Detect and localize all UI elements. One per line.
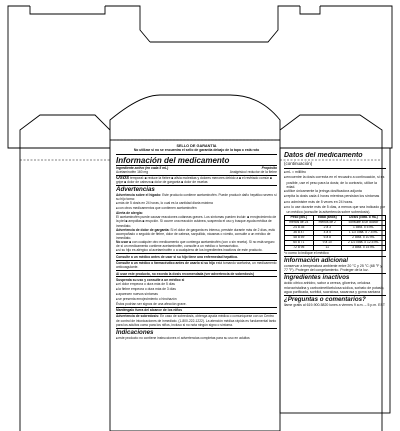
warnings-heading: Advertencias bbox=[116, 185, 277, 193]
directions-item: ■ mL = mililitro bbox=[284, 170, 386, 175]
table-cell: 2 a 3 bbox=[313, 226, 341, 231]
continued-heading-sub: (continuación) bbox=[284, 161, 313, 166]
liver-warning bbox=[116, 193, 277, 201]
table-cell: 48 a 59 bbox=[285, 235, 314, 240]
ask-pharmacist-text: está tomando warfarina, un medicamento anticoagulante. bbox=[116, 261, 277, 270]
allergy-alert-text: El acetaminofén puede causar reacciones cutáneas graves. Los síntomas pueden incluir: ■ enrojecimiento de la piel ■ ampollas ■ erupción. Si ocurre una reacción cutánea, suspenda el uso y busque ayuda médica de inmediato. bbox=[116, 215, 277, 228]
directions-item: ■ este producto no contiene instrucciones ni advertencias completas para su uso en adultos bbox=[116, 336, 277, 341]
directions-heading: Indicaciones bbox=[116, 328, 277, 336]
do-not-use-item: ■ si su hijo es alérgico al acetaminofén o a cualquiera de los ingredientes inactivos de este producto. bbox=[116, 248, 277, 253]
drug-facts-continued-panel bbox=[284, 152, 386, 407]
table-row bbox=[285, 245, 386, 250]
directions-item: ■ repita la dosis cada 4 horas mientras persistan los síntomas bbox=[284, 194, 386, 199]
active-ingredient-value: Acetaminofén 160 mg bbox=[116, 169, 149, 174]
stop-use-item: ■ aparecen nuevos síntomas bbox=[116, 292, 277, 297]
drug-facts-panel bbox=[116, 144, 277, 431]
drug-facts-heading: Información del medicamento bbox=[116, 156, 277, 166]
stop-use-note: Éstos podrían ser signos de una afección grave. bbox=[116, 302, 187, 307]
stop-use-item: ■ la fiebre empeora o dura más de 3 días bbox=[116, 287, 277, 292]
do-not-use-text: ■ con cualquier otro medicamento que contenga acetaminofén (con o sin receta). Si no está seguro de si un medicamento contiene acetaminofén, consulte a un médico o farmacéutico. bbox=[116, 239, 275, 248]
directions-item: ■ no lo use durante más de 5 días, a menos que sea indicado por un médico (consulte la advertencia sobre sobredosis). bbox=[284, 205, 386, 215]
directions-item: ■ no administre más de 5 veces en 24 horas. bbox=[284, 200, 386, 205]
liver-warning-title: Advertencia sobre el hígado: bbox=[116, 193, 162, 198]
table-cell: 60 a 71 bbox=[285, 240, 314, 245]
allergy-alert-title: Alerta de alergia: bbox=[116, 211, 143, 216]
continued-heading-title: Datos del medicamento bbox=[284, 152, 363, 159]
when-using: Al usar este producto, no exceda la dosis recomendada (ver advertencia de sobredosis) bbox=[116, 271, 254, 276]
stop-use-title: Suspenda su uso y consulte a un médico si bbox=[116, 277, 185, 282]
do-not-use-title: No usar bbox=[116, 239, 129, 244]
dosage-col-weight: Peso (lbs.) bbox=[285, 216, 314, 221]
overdose-text: En caso de sobredosis, obtenga ayuda médica o comuníquese con un Centro de control de intoxicaciones de inmediato. (1-800-222-1222). La atención médica rápida es fundamental tanto para los adultos como para los niños, incluso si no nota ningún signo o síntoma. bbox=[116, 314, 277, 327]
ask-pharmacist bbox=[116, 261, 277, 269]
directions-item: ■ encuentre la dosis correcta en el recuadro a continuación, si es posible, use el peso para la dosis; de lo contrario, utilice la edad. bbox=[284, 175, 386, 189]
active-ingredient-label: Ingrediente activo (en cada 5 mL) bbox=[116, 165, 169, 170]
table-cell: 1 1/2 cdta. o 7.5 mL bbox=[341, 230, 385, 235]
purpose-value: Analgésico/ reductor de la fiebre bbox=[229, 169, 277, 174]
seal-text: No utilizar si no se encuentra el sello de garantía debajo de la tapa o está roto bbox=[133, 147, 260, 152]
table-cell: 4 a 5 bbox=[313, 230, 341, 235]
ask-doctor: Consulte a un médico antes de usar si su hijo tiene una enfermedad hepática. bbox=[116, 255, 238, 260]
liver-item: ■ más de 5 dosis en 24 horas, lo cual es la cantidad diaria máxima bbox=[116, 201, 277, 206]
tamper-seal-notice bbox=[116, 144, 277, 155]
stop-use-item: ■ el dolor empeora o dura más de 5 días bbox=[116, 282, 277, 287]
keep-out-of-reach: Manténgalo fuera del alcance de los niños bbox=[116, 308, 183, 313]
questions-text: llame gratis al 619-900-5820 lunes a viernes 9 a.m. – 5 p.m. EST bbox=[284, 303, 385, 308]
questions-heading: ¿Preguntas o comentarios? bbox=[284, 295, 386, 303]
uses-text: temporal: ■ reduce la fiebre ■ alivia molestias y dolores menores debido a ■ el resfriado común ■ gripe ■ dolor de cabeza ■ dolor de garganta ■ dolor de muelas bbox=[116, 176, 273, 185]
table-cell: 3 cdta. o 15 mL bbox=[341, 245, 385, 250]
table-cell: 11 bbox=[313, 245, 341, 250]
sore-throat-warning bbox=[116, 228, 277, 240]
sore-throat-text: Si el dolor de garganta es intenso, persiste durante más de 2 días, está acompañado o seguido de fiebre, dolor de cabeza, sarpullido, náuseas o vómito, consulte a un médico de inmediato. bbox=[116, 227, 275, 240]
table-cell: consulte a un doctor bbox=[341, 221, 385, 226]
table-cell: 36 a 47 bbox=[285, 230, 314, 235]
overdose-title: Advertencia de sobredosis: bbox=[116, 314, 160, 319]
uses-section bbox=[116, 176, 277, 184]
seal-title: SELLO DE GARANTÍA bbox=[176, 144, 217, 148]
liver-warning-text: Este producto contiene acetaminofén. Puede producir daño hepático severo si su hijo toma: bbox=[116, 193, 277, 202]
sore-throat-title: Advertencia de dolor de garganta: bbox=[116, 227, 170, 232]
liver-item: ■ con otros medicamentos que contienen acetaminofén bbox=[116, 206, 277, 211]
do-not-use bbox=[116, 240, 277, 248]
table-cell: 9 a 10 bbox=[313, 240, 341, 245]
table-cell: 6 a 8 bbox=[313, 235, 341, 240]
dosage-table bbox=[284, 215, 386, 250]
dosage-col-dose: Dosis (cdta. o mL) bbox=[341, 216, 385, 221]
other-info-heading: Información adicional bbox=[284, 256, 386, 264]
active-ingredient-row bbox=[116, 170, 277, 174]
table-cell: 2 cdta. o 10 mL bbox=[341, 235, 385, 240]
purpose-label: Propósito bbox=[261, 165, 277, 170]
table-cell: 24 a 35 bbox=[285, 226, 314, 231]
table-cell: 2 1/2 cdta. o 12.5 mL bbox=[341, 240, 385, 245]
dosage-table-note: *o como lo indique el médico bbox=[284, 250, 329, 255]
dosage-col-age: Edad (años) bbox=[313, 216, 341, 221]
table-cell: 1 cdta. o 5 mL bbox=[341, 226, 385, 231]
overdose-warning bbox=[116, 314, 277, 326]
uses-title: Usos bbox=[116, 175, 130, 182]
other-info-text: conservar a temperatura ambiente entre 20 °C y 25 °C (68 °F y 77 °F). Proteger del congelamiento. Proteger de la luz. bbox=[284, 263, 382, 273]
inactive-ingredients-text: ácido cítrico anhidro, sabor a cereza, glicerina, celulosa microcristalina y carboximetilcelulosa sódica, sorbato de potasio, agua purificada, sorbitol, sucralosa, sacarosa y goma xantana bbox=[284, 281, 385, 294]
table-cell: menos de 2 bbox=[313, 221, 341, 226]
stop-use-item: ■ se presenta enrojecimiento o hinchazón bbox=[116, 297, 277, 302]
table-cell: 72 a 95 bbox=[285, 245, 314, 250]
drug-facts-continued-heading bbox=[284, 152, 386, 169]
directions-item: ■ utilice únicamente la jeringa dosificadora adjunta bbox=[284, 189, 386, 194]
table-cell: menos de 24 bbox=[285, 221, 314, 226]
inactive-ingredients-heading: Ingredientes inactivos bbox=[284, 273, 386, 281]
ask-pharmacist-title: Consulte a un médico o farmacéutico antes de usarlo si su hijo bbox=[116, 261, 215, 266]
